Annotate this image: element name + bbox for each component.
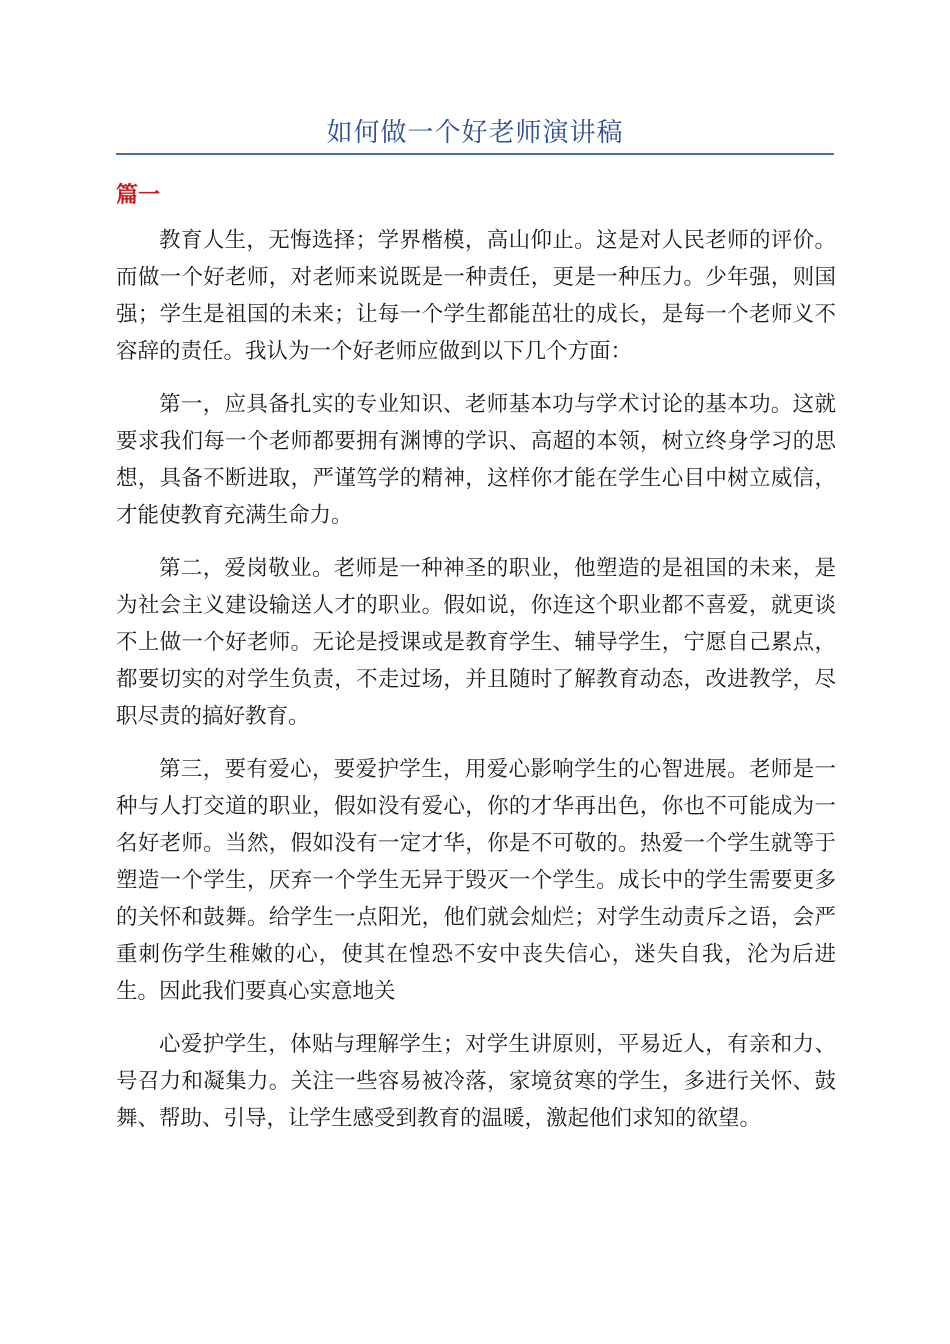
paragraph: 教育人生，无悔选择；学界楷模，高山仰止。这是对人民老师的评价。而做一个好老师，对老师来说既是一种责任，更是一种压力。少年强，则国强；学生是祖国的未来；让每一个学生都能茁壮的成长，是每一个老师义不容辞的责任。我认为一个好老师应做到以下几个方面： [116,228,836,364]
paragraph: 第二，爱岗敬业。老师是一种神圣的职业，他塑造的是祖国的未来，是为社会主义建设输送人才的职业。假如说，你连这个职业都不喜爱，就更谈不上做一个好老师。无论是授课或是教育学生、辅导学生，宁愿自己累点，都要切实的对学生负责，不走过场，并且随时了解教育动态，改进教学，尽职尽责的搞好教育。 [116,556,836,729]
section-heading: 篇一 [116,183,161,208]
paragraph: 第一，应具备扎实的专业知识、老师基本功与学术讨论的基本功。这就要求我们每一个老师都要拥有渊博的学识、高超的本领，树立终身学习的思想，具备不断进取，严谨笃学的精神，这样你才能在学生心目中树立威信，才能使教育充满生命力。 [116,392,836,528]
paragraph: 第三，要有爱心，要爱护学生，用爱心影响学生的心智进展。老师是一种与人打交道的职业，假如没有爱心，你的才华再出色，你也不可能成为一名好老师。当然，假如没有一定才华，你是不可敬的。热爱一个学生就等于塑造一个学生，厌弃一个学生无异于毁灭一个学生。成长中的学生需要更多的关怀和鼓舞。给学生一点阳光，他们就会灿烂；对学生动责斥之语，会严重刺伤学生稚嫩的心，使其在惶恐不安中丧失信心，迷失自我，沦为后进生。因此我们要真心实意地关 [116,757,836,1004]
document-body [116,222,836,1153]
paragraph: 心爱护学生，体贴与理解学生；对学生讲原则，平易近人，有亲和力、号召力和凝集力。关注一些容易被冷落，家境贫寒的学生，多进行关怀、鼓舞、帮助、引导，让学生感受到教育的温暖，激起他们求知的欲望。 [116,1032,836,1131]
document-title: 如何做一个好老师演讲稿 [326,118,624,148]
title-underline [116,153,834,155]
